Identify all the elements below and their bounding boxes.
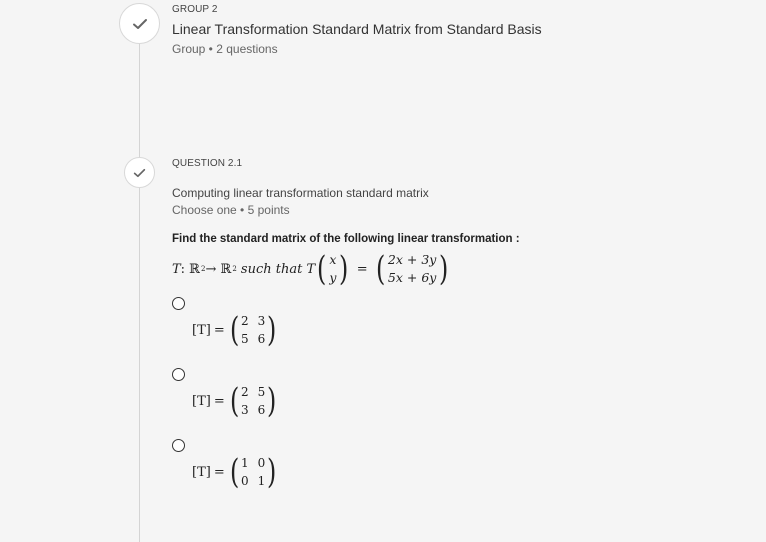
group-status-badge [119,3,160,44]
option-lhs: [T] [192,464,211,480]
input-y: y [329,270,337,285]
matrix-cell: 6 [257,403,266,417]
option-lhs: [T] [192,393,211,409]
output-top: 2x + 3y [387,252,437,267]
option-eq: = [213,322,225,338]
formula-such-that: such that [236,261,307,277]
option-eq: = [213,464,225,480]
paren-close: ) [267,381,277,421]
option-1-label[interactable] [192,312,279,348]
group-title[interactable]: Linear Transformation Standard Matrix from Standard Basis [172,21,542,37]
option-lhs: [T] [192,322,211,338]
input-vector [329,251,336,287]
check-icon [133,168,146,178]
matrix-cell: 0 [257,456,266,470]
input-x: x [329,252,337,267]
question-title: Computing linear transformation standard matrix [172,186,429,200]
question-prompt: Find the standard matrix of the following linear transformation : [172,233,520,245]
matrix-cell: 5 [257,385,266,399]
paren-close: ) [339,249,349,289]
option-3-radio[interactable] [172,439,185,452]
output-vector [388,251,436,287]
option-1-matrix [241,312,265,348]
option-2-radio[interactable] [172,368,185,381]
timeline-line [139,40,140,542]
option-2-label[interactable] [192,383,279,419]
option-2-matrix [241,383,265,419]
transformation-formula [172,251,451,287]
question-label: QUESTION 2.1 [172,158,243,169]
paren-close: ) [267,310,277,350]
option-1-radio[interactable] [172,297,185,310]
matrix-cell: 0 [241,474,249,488]
matrix-cell: 2 [241,314,249,328]
paren-open: ( [229,381,240,421]
group-meta: Group • 2 questions [172,42,278,56]
matrix-cell: 5 [241,332,249,346]
formula-lead: T [172,261,181,277]
paren-open: ( [229,452,240,492]
matrix-cell: 1 [241,456,249,470]
paren-open: ( [375,249,385,289]
paren-close: ) [267,452,277,492]
formula-fn: T [306,261,316,277]
output-bottom: 5x + 6y [387,270,437,285]
matrix-cell: 2 [241,385,249,399]
matrix-cell: 1 [257,474,266,488]
paren-open: ( [229,310,240,350]
formula-colon: : ℝ [180,261,200,277]
matrix-cell: 6 [257,332,266,346]
formula-equals: = [356,261,368,277]
option-3-matrix [241,454,265,490]
formula-arrow: → ℝ [205,261,232,277]
option-3-label[interactable] [192,454,279,490]
matrix-cell: 3 [241,403,249,417]
formula-exp2: 2 [232,265,237,273]
question-meta: Choose one • 5 points [172,203,290,217]
paren-close: ) [439,249,449,289]
question-status-badge [124,157,155,188]
matrix-cell: 3 [257,314,266,328]
paren-open: ( [317,249,327,289]
group-label: GROUP 2 [172,4,218,15]
option-eq: = [213,393,225,409]
check-icon [132,18,148,30]
formula-exp1: 2 [201,265,206,273]
